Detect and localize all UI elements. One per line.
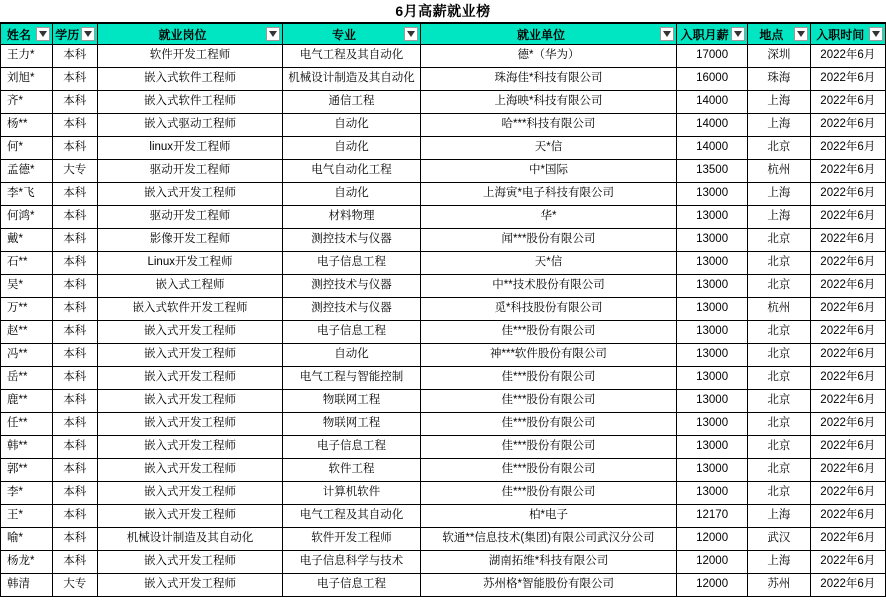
cell-job[interactable]: 嵌入式开发工程师 (97, 367, 282, 390)
cell-edu[interactable]: 本科 (52, 413, 97, 436)
cell-date[interactable]: 2022年6月 (810, 160, 885, 183)
cell-date[interactable]: 2022年6月 (810, 252, 885, 275)
cell-edu[interactable]: 本科 (52, 183, 97, 206)
cell-place[interactable]: 北京 (748, 436, 810, 459)
cell-place[interactable]: 北京 (748, 367, 810, 390)
cell-major[interactable]: 测控技术与仪器 (283, 298, 421, 321)
cell-salary[interactable]: 13000 (677, 436, 748, 459)
cell-major[interactable]: 测控技术与仪器 (283, 229, 421, 252)
cell-place[interactable]: 上海 (748, 206, 810, 229)
cell-salary[interactable]: 13000 (677, 183, 748, 206)
cell-edu[interactable]: 本科 (52, 206, 97, 229)
cell-job[interactable]: 软件开发工程师 (97, 45, 282, 68)
table-row[interactable] (1, 574, 886, 597)
cell-edu[interactable]: 大专 (52, 574, 97, 597)
cell-salary[interactable]: 12000 (677, 528, 748, 551)
cell-name[interactable]: 吴* (1, 275, 53, 298)
cell-edu[interactable]: 本科 (52, 459, 97, 482)
cell-job[interactable]: 机械设计制造及其自动化 (97, 528, 282, 551)
cell-company[interactable]: 天*信 (420, 252, 676, 275)
table-row[interactable] (1, 482, 886, 505)
cell-job[interactable]: 嵌入式开发工程师 (97, 459, 282, 482)
cell-salary[interactable]: 13000 (677, 482, 748, 505)
cell-name[interactable]: 王* (1, 505, 53, 528)
cell-name[interactable]: 韩** (1, 436, 53, 459)
table-row[interactable] (1, 390, 886, 413)
column-header-label: 地点 (759, 27, 784, 42)
cell-edu[interactable]: 本科 (52, 482, 97, 505)
cell-company[interactable]: 中**技术股份有限公司 (420, 275, 676, 298)
cell-edu[interactable]: 本科 (52, 344, 97, 367)
cell-salary[interactable]: 13000 (677, 344, 748, 367)
cell-date[interactable]: 2022年6月 (810, 68, 885, 91)
cell-major[interactable]: 软件工程 (283, 459, 421, 482)
cell-place[interactable]: 武汉 (748, 528, 810, 551)
cell-salary[interactable]: 14000 (677, 114, 748, 137)
cell-major[interactable]: 材料物理 (283, 206, 421, 229)
cell-company[interactable]: 上海映*科技有限公司 (420, 91, 676, 114)
cell-name[interactable]: 任** (1, 413, 53, 436)
cell-date[interactable]: 2022年6月 (810, 482, 885, 505)
column-header-label: 入职月薪 (680, 27, 729, 42)
column-header-name (1, 24, 53, 45)
cell-salary[interactable]: 13000 (677, 252, 748, 275)
cell-name[interactable]: 鹿** (1, 390, 53, 413)
cell-job[interactable]: 嵌入式工程师 (97, 275, 282, 298)
cell-edu[interactable]: 本科 (52, 137, 97, 160)
cell-date[interactable]: 2022年6月 (810, 114, 885, 137)
cell-job[interactable]: 嵌入式开发工程师 (97, 183, 282, 206)
table-row[interactable] (1, 45, 886, 68)
cell-place[interactable]: 北京 (748, 459, 810, 482)
cell-name[interactable]: 岳** (1, 367, 53, 390)
cell-company[interactable]: 佳***股份有限公司 (420, 321, 676, 344)
header-row (1, 24, 886, 45)
cell-place[interactable]: 北京 (748, 390, 810, 413)
cell-name[interactable]: 王力* (1, 45, 53, 68)
cell-job[interactable]: linux开发工程师 (97, 137, 282, 160)
cell-date[interactable]: 2022年6月 (810, 505, 885, 528)
filter-icon[interactable] (36, 27, 50, 41)
cell-salary[interactable]: 12000 (677, 574, 748, 597)
cell-salary[interactable]: 13000 (677, 298, 748, 321)
cell-salary[interactable]: 12000 (677, 551, 748, 574)
cell-job[interactable]: 嵌入式开发工程师 (97, 482, 282, 505)
cell-name[interactable]: 何鸿* (1, 206, 53, 229)
cell-company[interactable]: 佳***股份有限公司 (420, 459, 676, 482)
column-header-major (283, 24, 421, 45)
cell-company[interactable]: 佳***股份有限公司 (420, 482, 676, 505)
cell-name[interactable]: 郭** (1, 459, 53, 482)
cell-major[interactable]: 电气工程及其自动化 (283, 505, 421, 528)
cell-name[interactable]: 杨** (1, 114, 53, 137)
cell-place[interactable]: 北京 (748, 252, 810, 275)
cell-job[interactable]: 嵌入式开发工程师 (97, 344, 282, 367)
cell-job[interactable]: 嵌入式驱动工程师 (97, 114, 282, 137)
cell-date[interactable]: 2022年6月 (810, 436, 885, 459)
cell-edu[interactable]: 本科 (52, 275, 97, 298)
cell-edu[interactable]: 本科 (52, 528, 97, 551)
cell-place[interactable]: 杭州 (748, 160, 810, 183)
cell-company[interactable]: 柏*电子 (420, 505, 676, 528)
cell-place[interactable]: 上海 (748, 505, 810, 528)
cell-salary[interactable]: 13500 (677, 160, 748, 183)
cell-job[interactable]: 嵌入式开发工程师 (97, 321, 282, 344)
page-title: 6月高薪就业榜 (395, 3, 491, 19)
cell-company[interactable]: 神***软件股份有限公司 (420, 344, 676, 367)
column-header-company (420, 24, 676, 45)
table-row[interactable] (1, 206, 886, 229)
cell-job[interactable]: 影像开发工程师 (97, 229, 282, 252)
table-row[interactable] (1, 505, 886, 528)
cell-name[interactable]: 杨龙* (1, 551, 53, 574)
cell-salary[interactable]: 14000 (677, 137, 748, 160)
column-header-date (810, 24, 885, 45)
cell-place[interactable]: 苏州 (748, 574, 810, 597)
cell-name[interactable]: 万** (1, 298, 53, 321)
column-header-label: 就业岗位 (158, 27, 207, 42)
cell-job[interactable]: 嵌入式开发工程师 (97, 551, 282, 574)
cell-date[interactable]: 2022年6月 (810, 275, 885, 298)
cell-major[interactable]: 电气自动化工程 (283, 160, 421, 183)
table-row[interactable] (1, 275, 886, 298)
cell-edu[interactable]: 本科 (52, 68, 97, 91)
cell-job[interactable]: 嵌入式开发工程师 (97, 505, 282, 528)
filter-icon[interactable] (869, 27, 883, 41)
cell-major[interactable]: 电子信息科学与技术 (283, 551, 421, 574)
cell-company[interactable]: 上海寅*电子科技有限公司 (420, 183, 676, 206)
cell-name[interactable]: 赵** (1, 321, 53, 344)
table-header (1, 24, 886, 45)
cell-place[interactable]: 深圳 (748, 45, 810, 68)
cell-edu[interactable]: 本科 (52, 252, 97, 275)
cell-edu[interactable]: 本科 (52, 551, 97, 574)
cell-date[interactable]: 2022年6月 (810, 574, 885, 597)
filter-icon[interactable] (660, 27, 674, 41)
cell-date[interactable]: 2022年6月 (810, 183, 885, 206)
cell-company[interactable]: 哈***科技有限公司 (420, 114, 676, 137)
cell-date[interactable]: 2022年6月 (810, 528, 885, 551)
cell-name[interactable]: 刘旭* (1, 68, 53, 91)
cell-place[interactable]: 上海 (748, 91, 810, 114)
cell-place[interactable]: 北京 (748, 275, 810, 298)
cell-edu[interactable]: 本科 (52, 505, 97, 528)
cell-edu[interactable]: 本科 (52, 229, 97, 252)
cell-edu[interactable]: 大专 (52, 160, 97, 183)
cell-date[interactable]: 2022年6月 (810, 206, 885, 229)
cell-name[interactable]: 冯** (1, 344, 53, 367)
filter-icon[interactable] (404, 27, 418, 41)
cell-major[interactable]: 物联网工程 (283, 413, 421, 436)
table-row[interactable] (1, 183, 886, 206)
table-row[interactable] (1, 551, 886, 574)
cell-place[interactable]: 上海 (748, 114, 810, 137)
cell-name[interactable]: 齐* (1, 91, 53, 114)
cell-company[interactable]: 苏州格*智能股份有限公司 (420, 574, 676, 597)
cell-salary[interactable]: 17000 (677, 45, 748, 68)
cell-name[interactable]: 戴* (1, 229, 53, 252)
table-row[interactable] (1, 413, 886, 436)
cell-edu[interactable]: 本科 (52, 45, 97, 68)
cell-date[interactable]: 2022年6月 (810, 390, 885, 413)
table-row[interactable] (1, 298, 886, 321)
cell-date[interactable]: 2022年6月 (810, 45, 885, 68)
cell-edu[interactable]: 本科 (52, 390, 97, 413)
table-row[interactable] (1, 137, 886, 160)
cell-company[interactable]: 佳***股份有限公司 (420, 390, 676, 413)
cell-major[interactable]: 测控技术与仪器 (283, 275, 421, 298)
employment-table (0, 23, 886, 597)
cell-name[interactable]: 何* (1, 137, 53, 160)
title-bar (0, 0, 886, 23)
cell-place[interactable]: 珠海 (748, 68, 810, 91)
cell-place[interactable]: 上海 (748, 551, 810, 574)
cell-date[interactable]: 2022年6月 (810, 367, 885, 390)
column-header-job (97, 24, 282, 45)
cell-date[interactable]: 2022年6月 (810, 298, 885, 321)
cell-major[interactable]: 机械设计制造及其自动化 (283, 68, 421, 91)
cell-major[interactable]: 计算机软件 (283, 482, 421, 505)
table-row[interactable] (1, 459, 886, 482)
cell-place[interactable]: 北京 (748, 137, 810, 160)
cell-company[interactable]: 珠海佳*科技有限公司 (420, 68, 676, 91)
filter-icon[interactable] (794, 27, 808, 41)
cell-major[interactable]: 物联网工程 (283, 390, 421, 413)
column-header-label: 就业单位 (516, 27, 565, 42)
cell-major[interactable]: 电子信息工程 (283, 436, 421, 459)
cell-date[interactable]: 2022年6月 (810, 344, 885, 367)
cell-edu[interactable]: 本科 (52, 321, 97, 344)
cell-job[interactable]: 嵌入式开发工程师 (97, 574, 282, 597)
cell-major[interactable]: 自动化 (283, 344, 421, 367)
cell-job[interactable]: 嵌入式开发工程师 (97, 413, 282, 436)
cell-company[interactable]: 觅*科技股份有限公司 (420, 298, 676, 321)
cell-job[interactable]: Linux开发工程师 (97, 252, 282, 275)
cell-date[interactable]: 2022年6月 (810, 321, 885, 344)
cell-edu[interactable]: 本科 (52, 114, 97, 137)
filter-icon[interactable] (731, 27, 745, 41)
table-row[interactable] (1, 160, 886, 183)
cell-company[interactable]: 佳***股份有限公司 (420, 413, 676, 436)
cell-date[interactable]: 2022年6月 (810, 137, 885, 160)
cell-salary[interactable]: 13000 (677, 229, 748, 252)
table-row[interactable] (1, 68, 886, 91)
cell-name[interactable]: 喻* (1, 528, 53, 551)
cell-major[interactable]: 通信工程 (283, 91, 421, 114)
cell-major[interactable]: 自动化 (283, 114, 421, 137)
cell-name[interactable]: 石** (1, 252, 53, 275)
cell-major[interactable]: 自动化 (283, 137, 421, 160)
cell-place[interactable]: 杭州 (748, 298, 810, 321)
cell-job[interactable]: 驱动开发工程师 (97, 160, 282, 183)
table-body (1, 45, 886, 597)
cell-place[interactable]: 北京 (748, 482, 810, 505)
table-row[interactable] (1, 114, 886, 137)
cell-major[interactable]: 电子信息工程 (283, 252, 421, 275)
cell-edu[interactable]: 本科 (52, 298, 97, 321)
cell-major[interactable]: 电子信息工程 (283, 574, 421, 597)
table-row[interactable] (1, 252, 886, 275)
cell-place[interactable]: 北京 (748, 413, 810, 436)
cell-major[interactable]: 软件开发工程师 (283, 528, 421, 551)
table-row[interactable] (1, 91, 886, 114)
cell-job[interactable]: 嵌入式开发工程师 (97, 390, 282, 413)
cell-salary[interactable]: 13000 (677, 206, 748, 229)
cell-job[interactable]: 嵌入式软件工程师 (97, 91, 282, 114)
cell-major[interactable]: 自动化 (283, 183, 421, 206)
cell-company[interactable]: 湖南拓维*科技有限公司 (420, 551, 676, 574)
table-row[interactable] (1, 528, 886, 551)
table-row[interactable] (1, 436, 886, 459)
cell-edu[interactable]: 本科 (52, 367, 97, 390)
column-header-salary (677, 24, 748, 45)
cell-salary[interactable]: 13000 (677, 413, 748, 436)
cell-place[interactable]: 上海 (748, 183, 810, 206)
column-header-place (748, 24, 810, 45)
table-row[interactable] (1, 344, 886, 367)
cell-company[interactable]: 德*（华为） (420, 45, 676, 68)
cell-place[interactable]: 北京 (748, 321, 810, 344)
cell-salary[interactable]: 13000 (677, 367, 748, 390)
cell-edu[interactable]: 本科 (52, 436, 97, 459)
cell-name[interactable]: 韩清 (1, 574, 53, 597)
cell-job[interactable]: 驱动开发工程师 (97, 206, 282, 229)
cell-company[interactable]: 华* (420, 206, 676, 229)
cell-job[interactable]: 嵌入式开发工程师 (97, 436, 282, 459)
cell-place[interactable]: 北京 (748, 344, 810, 367)
cell-edu[interactable]: 本科 (52, 91, 97, 114)
table-row[interactable] (1, 229, 886, 252)
cell-salary[interactable]: 13000 (677, 390, 748, 413)
cell-major[interactable]: 电气工程及其自动化 (283, 45, 421, 68)
cell-salary[interactable]: 16000 (677, 68, 748, 91)
cell-company[interactable]: 佳***股份有限公司 (420, 436, 676, 459)
cell-salary[interactable]: 13000 (677, 459, 748, 482)
cell-date[interactable]: 2022年6月 (810, 459, 885, 482)
cell-date[interactable]: 2022年6月 (810, 551, 885, 574)
column-header-label: 姓名 (6, 27, 31, 42)
column-header-label: 入职时间 (816, 27, 865, 42)
cell-salary[interactable]: 14000 (677, 91, 748, 114)
cell-salary[interactable]: 13000 (677, 321, 748, 344)
cell-name[interactable]: 李* (1, 482, 53, 505)
cell-company[interactable]: 佳***股份有限公司 (420, 367, 676, 390)
cell-major[interactable]: 电子信息工程 (283, 321, 421, 344)
table-row[interactable] (1, 367, 886, 390)
cell-company[interactable]: 中*国际 (420, 160, 676, 183)
cell-company[interactable]: 软通**信息技术(集团)有限公司武汉分公司 (420, 528, 676, 551)
cell-date[interactable]: 2022年6月 (810, 229, 885, 252)
cell-job[interactable]: 嵌入式软件开发工程师 (97, 298, 282, 321)
cell-job[interactable]: 嵌入式软件工程师 (97, 68, 282, 91)
table-row[interactable] (1, 321, 886, 344)
cell-company[interactable]: 闻***股份有限公司 (420, 229, 676, 252)
cell-place[interactable]: 北京 (748, 229, 810, 252)
column-header-label: 专业 (331, 27, 356, 42)
column-header-label: 学历 (55, 27, 80, 42)
filter-icon[interactable] (266, 27, 280, 41)
cell-name[interactable]: 李*飞 (1, 183, 53, 206)
column-header-edu (52, 24, 97, 45)
cell-salary[interactable]: 13000 (677, 275, 748, 298)
cell-major[interactable]: 电气工程与智能控制 (283, 367, 421, 390)
cell-company[interactable]: 天*信 (420, 137, 676, 160)
cell-date[interactable]: 2022年6月 (810, 413, 885, 436)
cell-date[interactable]: 2022年6月 (810, 91, 885, 114)
cell-salary[interactable]: 12170 (677, 505, 748, 528)
filter-icon[interactable] (81, 27, 95, 41)
cell-name[interactable]: 孟德* (1, 160, 53, 183)
